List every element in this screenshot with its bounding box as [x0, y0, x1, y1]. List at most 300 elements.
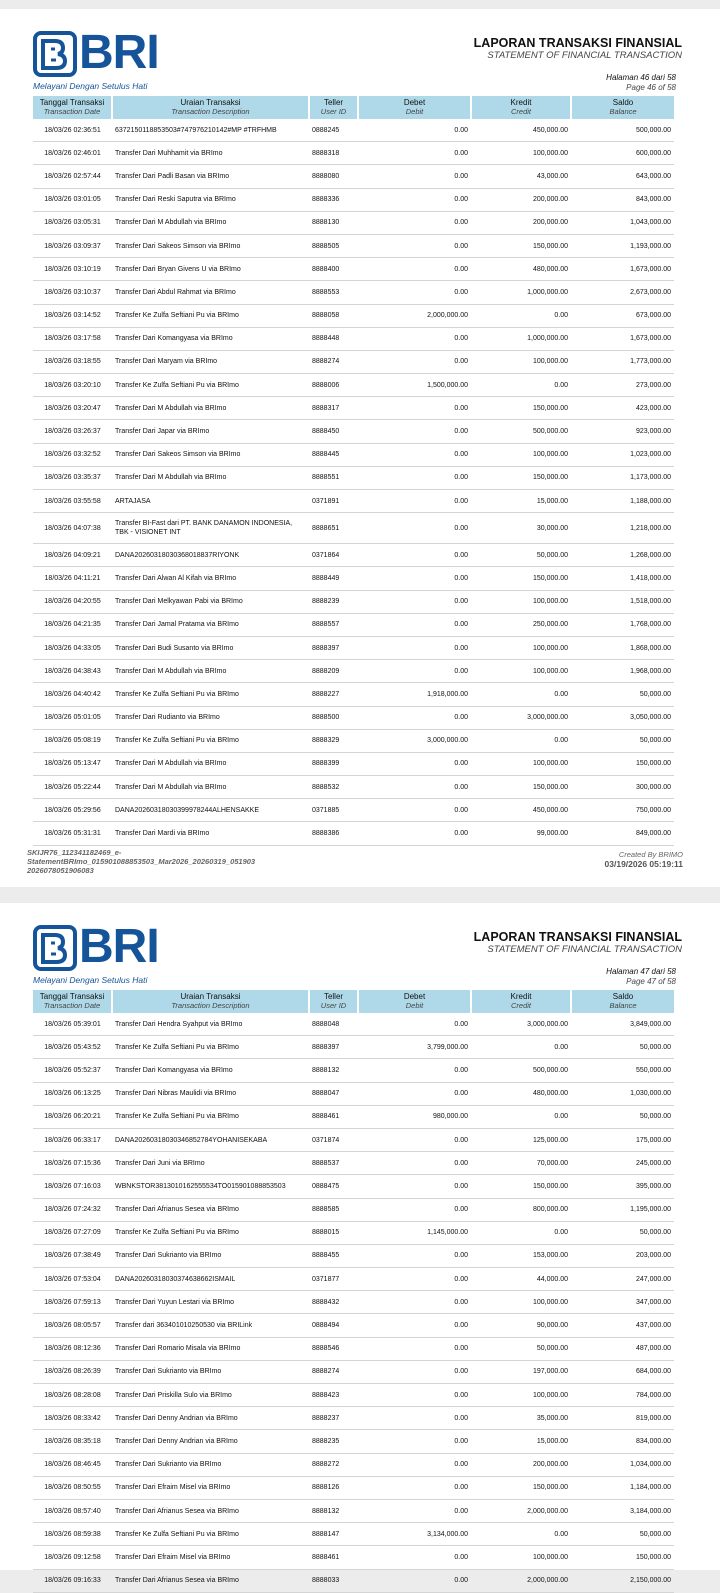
table-header-row [33, 96, 674, 119]
row-description: Transfer Dari Denny Andrian via BRImo [112, 1407, 309, 1430]
row-credit: 2,000,000.00 [471, 1499, 571, 1522]
row-balance: 1,768,000.00 [571, 613, 674, 636]
row-description: Transfer Dari Efraim Misel via BRImo [112, 1546, 309, 1569]
table-row [33, 1152, 674, 1175]
table-row [33, 1291, 674, 1314]
row-credit: 200,000.00 [471, 211, 571, 234]
table-row [33, 443, 674, 466]
row-date: 18/03/26 04:20:55 [33, 590, 112, 613]
row-balance: 175,000.00 [571, 1128, 674, 1151]
row-teller: 8888461 [309, 1546, 358, 1569]
row-date: 18/03/26 08:35:18 [33, 1430, 112, 1453]
bri-wordmark: BRI [79, 920, 159, 973]
row-debit: 1,145,000.00 [358, 1221, 471, 1244]
row-balance: 3,050,000.00 [571, 706, 674, 729]
row-credit: 30,000.00 [471, 513, 571, 544]
row-date: 18/03/26 03:20:47 [33, 397, 112, 420]
row-balance: 684,000.00 [571, 1360, 674, 1383]
row-balance: 150,000.00 [571, 752, 674, 775]
row-teller: 8888048 [309, 1013, 358, 1036]
row-description: Transfer Ke Zulfa Seftiani Pu via BRImo [112, 729, 309, 752]
table-row [33, 420, 674, 443]
table-row [33, 165, 674, 188]
row-description: Transfer Dari Sakeos Simson via BRImo [112, 234, 309, 257]
row-description: Transfer Dari Muhhamit via BRImo [112, 142, 309, 165]
row-teller: 8888500 [309, 706, 358, 729]
table-row [33, 1360, 674, 1383]
row-debit: 0.00 [358, 211, 471, 234]
row-description: Transfer Dari Jamal Pratama via BRImo [112, 613, 309, 636]
report-title: LAPORAN TRANSAKSI FINANSIAL [473, 930, 682, 944]
row-debit: 0.00 [358, 1360, 471, 1383]
row-balance: 150,000.00 [571, 1546, 674, 1569]
row-teller: 8888147 [309, 1523, 358, 1546]
row-description: Transfer Dari Yuyun Lestari via BRImo [112, 1291, 309, 1314]
row-debit: 0.00 [358, 258, 471, 281]
row-balance: 600,000.00 [571, 142, 674, 165]
row-date: 18/03/26 05:31:31 [33, 822, 112, 845]
row-date: 18/03/26 03:10:19 [33, 258, 112, 281]
bri-logo [33, 26, 159, 79]
row-date: 18/03/26 04:09:21 [33, 544, 112, 567]
table-row [33, 799, 674, 822]
row-balance: 3,849,000.00 [571, 1013, 674, 1036]
row-credit: 100,000.00 [471, 142, 571, 165]
page-number-en: Page 47 of 58 [626, 977, 676, 986]
row-debit: 0.00 [358, 142, 471, 165]
row-balance: 1,773,000.00 [571, 350, 674, 373]
row-teller: 8888239 [309, 590, 358, 613]
row-description: Transfer Dari Juni via BRImo [112, 1152, 309, 1175]
row-description: Transfer Dari Denny Andrian via BRImo [112, 1430, 309, 1453]
row-date: 18/03/26 09:16:33 [33, 1569, 112, 1592]
table-row [33, 1268, 674, 1291]
row-credit: 0.00 [471, 304, 571, 327]
row-debit: 0.00 [358, 119, 471, 142]
row-teller: 0371885 [309, 799, 358, 822]
row-teller: 8888557 [309, 613, 358, 636]
row-description: Transfer Ke Zulfa Seftiani Pu via BRImo [112, 1105, 309, 1128]
row-credit: 200,000.00 [471, 188, 571, 211]
row-date: 18/03/26 03:18:55 [33, 350, 112, 373]
row-teller: 8888080 [309, 165, 358, 188]
row-debit: 0.00 [358, 1059, 471, 1082]
table-row [33, 1499, 674, 1522]
row-balance: 273,000.00 [571, 374, 674, 397]
row-balance: 1,193,000.00 [571, 234, 674, 257]
row-date: 18/03/26 03:05:31 [33, 211, 112, 234]
row-description: Transfer Dari Melkyawan Pabi via BRImo [112, 590, 309, 613]
col-header-date: Tanggal Transaksi Transaction Date [33, 990, 112, 1013]
page-number-en: Page 46 of 58 [626, 83, 676, 92]
row-teller: 8888397 [309, 1036, 358, 1059]
col-header-balance: Saldo Balance [571, 990, 674, 1013]
row-teller: 8888445 [309, 443, 358, 466]
row-teller: 8888449 [309, 567, 358, 590]
row-balance: 50,000.00 [571, 1036, 674, 1059]
row-credit: 153,000.00 [471, 1244, 571, 1267]
row-description: Transfer Dari Sukrianto via BRImo [112, 1360, 309, 1383]
row-balance: 2,673,000.00 [571, 281, 674, 304]
row-debit: 0.00 [358, 1499, 471, 1522]
row-description: Transfer Dari Budi Susanto via BRImo [112, 636, 309, 659]
row-teller: 0371864 [309, 544, 358, 567]
row-date: 18/03/26 04:21:35 [33, 613, 112, 636]
table-row [33, 1384, 674, 1407]
row-credit: 70,000.00 [471, 1152, 571, 1175]
row-date: 18/03/26 08:28:08 [33, 1384, 112, 1407]
row-balance: 1,418,000.00 [571, 567, 674, 590]
row-description: Transfer Dari Afrianus Sesea via BRImo [112, 1198, 309, 1221]
row-teller: 8888132 [309, 1059, 358, 1082]
table-row [33, 234, 674, 257]
row-debit: 0.00 [358, 1082, 471, 1105]
row-credit: 100,000.00 [471, 350, 571, 373]
row-debit: 0.00 [358, 544, 471, 567]
table-header-row [33, 990, 674, 1013]
row-debit: 0.00 [358, 1291, 471, 1314]
row-teller: 8888537 [309, 1152, 358, 1175]
row-description: 6372150118853503#747976210142#MP #TRFHMB [112, 119, 309, 142]
row-credit: 100,000.00 [471, 1384, 571, 1407]
row-description: Transfer BI-Fast dari PT. BANK DANAMON INDONESIA, TBK - VISIONET INT [112, 513, 309, 544]
row-description: Transfer Ke Zulfa Seftiani Pu via BRImo [112, 304, 309, 327]
row-date: 18/03/26 03:01:05 [33, 188, 112, 211]
row-teller: 8888546 [309, 1337, 358, 1360]
row-balance: 247,000.00 [571, 1268, 674, 1291]
row-debit: 0.00 [358, 706, 471, 729]
row-credit: 100,000.00 [471, 636, 571, 659]
row-teller: 8888274 [309, 350, 358, 373]
row-description: Transfer Dari Rudianto via BRImo [112, 706, 309, 729]
row-debit: 0.00 [358, 1453, 471, 1476]
row-description: Transfer Dari M Abdullah via BRImo [112, 752, 309, 775]
table-row [33, 1013, 674, 1036]
row-description: Transfer Dari Efraim Misel via BRImo [112, 1476, 309, 1499]
row-description: Transfer Ke Zulfa Seftiani Pu via BRImo [112, 374, 309, 397]
row-debit: 0.00 [358, 1430, 471, 1453]
row-balance: 750,000.00 [571, 799, 674, 822]
table-row [33, 1244, 674, 1267]
row-debit: 0.00 [358, 1198, 471, 1221]
row-balance: 849,000.00 [571, 822, 674, 845]
table-row [33, 466, 674, 489]
col-header-balance: Saldo Balance [571, 96, 674, 119]
row-teller: 8888235 [309, 1430, 358, 1453]
row-date: 18/03/26 07:38:49 [33, 1244, 112, 1267]
row-teller: 0371891 [309, 490, 358, 513]
row-credit: 150,000.00 [471, 1476, 571, 1499]
row-debit: 0.00 [358, 1384, 471, 1407]
row-description: WBNKSTOR3813010162555534TO015901088853503 [112, 1175, 309, 1198]
table-row [33, 544, 674, 567]
row-teller: 8888505 [309, 234, 358, 257]
col-header-teller: Teller User ID [309, 96, 358, 119]
created-by-label: Created By BRIMO [618, 850, 683, 859]
row-debit: 0.00 [358, 776, 471, 799]
row-credit: 150,000.00 [471, 776, 571, 799]
row-debit: 0.00 [358, 1569, 471, 1592]
row-date: 18/03/26 03:17:58 [33, 327, 112, 350]
row-description: Transfer Dari Sukrianto via BRImo [112, 1453, 309, 1476]
row-date: 18/03/26 07:27:09 [33, 1221, 112, 1244]
row-credit: 15,000.00 [471, 1430, 571, 1453]
row-balance: 843,000.00 [571, 188, 674, 211]
row-teller: 8888400 [309, 258, 358, 281]
row-teller: 8888450 [309, 420, 358, 443]
row-debit: 0.00 [358, 188, 471, 211]
table-row [33, 374, 674, 397]
table-row [33, 613, 674, 636]
row-balance: 1,188,000.00 [571, 490, 674, 513]
row-teller: 8888386 [309, 822, 358, 845]
row-teller: 0888475 [309, 1175, 358, 1198]
row-credit: 43,000.00 [471, 165, 571, 188]
row-description: Transfer Dari Mardi via BRImo [112, 822, 309, 845]
table-row [33, 1430, 674, 1453]
table-row [33, 1407, 674, 1430]
row-teller: 8888455 [309, 1244, 358, 1267]
col-header-description: Uraian Transaksi Transaction Description [112, 990, 309, 1013]
row-date: 18/03/26 03:32:52 [33, 443, 112, 466]
row-balance: 834,000.00 [571, 1430, 674, 1453]
row-credit: 250,000.00 [471, 613, 571, 636]
col-header-credit: Kredit Credit [471, 96, 571, 119]
row-date: 18/03/26 06:20:21 [33, 1105, 112, 1128]
table-row [33, 1546, 674, 1569]
row-credit: 150,000.00 [471, 397, 571, 420]
table-row [33, 327, 674, 350]
row-description: Transfer Dari Romario Misala via BRImo [112, 1337, 309, 1360]
row-debit: 0.00 [358, 1407, 471, 1430]
row-description: Transfer Dari Afrianus Sesea via BRImo [112, 1499, 309, 1522]
row-date: 18/03/26 04:40:42 [33, 683, 112, 706]
row-debit: 0.00 [358, 350, 471, 373]
row-balance: 50,000.00 [571, 1105, 674, 1128]
row-debit: 1,918,000.00 [358, 683, 471, 706]
row-balance: 819,000.00 [571, 1407, 674, 1430]
row-credit: 3,000,000.00 [471, 1013, 571, 1036]
row-teller: 8888329 [309, 729, 358, 752]
row-date: 18/03/26 08:12:36 [33, 1337, 112, 1360]
statement-reference: SKIJR76_112341182469_e-StatementBRImo_015901088853503_Mar2026_20260319_051903 2026078051906083 [27, 848, 256, 875]
brand-tagline: Melayani Dengan Setulus Hati [33, 975, 148, 985]
row-balance: 203,000.00 [571, 1244, 674, 1267]
row-description: Transfer Dari Sukrianto via BRImo [112, 1244, 309, 1267]
row-credit: 50,000.00 [471, 1337, 571, 1360]
row-teller: 8888227 [309, 683, 358, 706]
row-debit: 0.00 [358, 822, 471, 845]
row-debit: 0.00 [358, 1546, 471, 1569]
row-teller: 8888274 [309, 1360, 358, 1383]
row-date: 18/03/26 02:46:01 [33, 142, 112, 165]
row-credit: 2,000,000.00 [471, 1569, 571, 1592]
report-subtitle: STATEMENT OF FINANCIAL TRANSACTION [487, 944, 682, 955]
row-teller: 8888532 [309, 776, 358, 799]
row-credit: 0.00 [471, 1105, 571, 1128]
created-timestamp: 03/19/2026 05:19:11 [604, 859, 683, 869]
table-row [33, 119, 674, 142]
row-debit: 0.00 [358, 327, 471, 350]
row-date: 18/03/26 03:10:37 [33, 281, 112, 304]
row-balance: 1,043,000.00 [571, 211, 674, 234]
row-credit: 44,000.00 [471, 1268, 571, 1291]
transaction-table [33, 990, 674, 1593]
row-balance: 3,184,000.00 [571, 1499, 674, 1522]
row-date: 18/03/26 08:50:55 [33, 1476, 112, 1499]
bri-logo-mark-icon [33, 925, 77, 971]
row-description: Transfer Dari Hendra Syahput via BRImo [112, 1013, 309, 1036]
row-balance: 1,868,000.00 [571, 636, 674, 659]
row-balance: 550,000.00 [571, 1059, 674, 1082]
row-credit: 100,000.00 [471, 1546, 571, 1569]
row-debit: 0.00 [358, 1268, 471, 1291]
row-balance: 1,518,000.00 [571, 590, 674, 613]
row-credit: 100,000.00 [471, 752, 571, 775]
row-credit: 3,000,000.00 [471, 706, 571, 729]
table-row [33, 211, 674, 234]
row-credit: 500,000.00 [471, 420, 571, 443]
row-description: Transfer Dari M Abdullah via BRImo [112, 776, 309, 799]
brand-tagline: Melayani Dengan Setulus Hati [33, 81, 148, 91]
row-debit: 3,134,000.00 [358, 1523, 471, 1546]
report-title: LAPORAN TRANSAKSI FINANSIAL [473, 36, 682, 50]
row-balance: 50,000.00 [571, 683, 674, 706]
row-date: 18/03/26 05:29:56 [33, 799, 112, 822]
table-row [33, 752, 674, 775]
table-row [33, 1337, 674, 1360]
row-debit: 0.00 [358, 590, 471, 613]
row-description: Transfer Dari Nibras Maulidi via BRImo [112, 1082, 309, 1105]
row-description: Transfer Dari Reski Saputra via BRImo [112, 188, 309, 211]
row-credit: 99,000.00 [471, 822, 571, 845]
row-credit: 0.00 [471, 1221, 571, 1244]
row-date: 18/03/26 05:22:44 [33, 776, 112, 799]
row-description: DANA20260318030374638662ISMAIL [112, 1268, 309, 1291]
row-balance: 1,195,000.00 [571, 1198, 674, 1221]
bri-logo-mark-icon [33, 31, 77, 77]
row-credit: 0.00 [471, 683, 571, 706]
row-debit: 0.00 [358, 513, 471, 544]
row-debit: 2,000,000.00 [358, 304, 471, 327]
row-description: DANA20260318030346852784YOHANISEKABA [112, 1128, 309, 1151]
table-row [33, 822, 674, 845]
col-header-credit: Kredit Credit [471, 990, 571, 1013]
row-debit: 0.00 [358, 1244, 471, 1267]
row-teller: 8888058 [309, 304, 358, 327]
row-teller: 8888461 [309, 1105, 358, 1128]
row-teller: 8888399 [309, 752, 358, 775]
row-teller: 0888245 [309, 119, 358, 142]
row-credit: 450,000.00 [471, 119, 571, 142]
row-credit: 500,000.00 [471, 1059, 571, 1082]
table-row [33, 304, 674, 327]
statement-page-47 [0, 903, 720, 1585]
row-credit: 35,000.00 [471, 1407, 571, 1430]
row-teller: 8888317 [309, 397, 358, 420]
row-teller: 8888448 [309, 327, 358, 350]
row-debit: 3,000,000.00 [358, 729, 471, 752]
row-credit: 1,000,000.00 [471, 327, 571, 350]
bri-logo [33, 920, 159, 973]
row-debit: 980,000.00 [358, 1105, 471, 1128]
row-debit: 0.00 [358, 490, 471, 513]
col-header-debit: Debet Debit [358, 990, 471, 1013]
row-balance: 423,000.00 [571, 397, 674, 420]
table-row [33, 142, 674, 165]
row-date: 18/03/26 03:26:37 [33, 420, 112, 443]
row-credit: 0.00 [471, 374, 571, 397]
row-description: Transfer Dari Bryan Givens U via BRImo [112, 258, 309, 281]
row-teller: 0888494 [309, 1314, 358, 1337]
row-teller: 0371877 [309, 1268, 358, 1291]
row-debit: 0.00 [358, 1128, 471, 1151]
row-teller: 8888033 [309, 1569, 358, 1592]
row-date: 18/03/26 08:59:38 [33, 1523, 112, 1546]
row-debit: 0.00 [358, 613, 471, 636]
row-balance: 643,000.00 [571, 165, 674, 188]
row-description: DANA20260318030368018837RIYONK [112, 544, 309, 567]
row-date: 18/03/26 07:16:03 [33, 1175, 112, 1198]
row-debit: 0.00 [358, 234, 471, 257]
row-teller: 8888006 [309, 374, 358, 397]
report-subtitle: STATEMENT OF FINANCIAL TRANSACTION [487, 50, 682, 61]
row-description: Transfer Dari Sakeos Simson via BRImo [112, 443, 309, 466]
table-row [33, 1314, 674, 1337]
row-teller: 8888423 [309, 1384, 358, 1407]
row-teller: 8888585 [309, 1198, 358, 1221]
row-credit: 100,000.00 [471, 660, 571, 683]
row-debit: 0.00 [358, 1152, 471, 1175]
table-row [33, 729, 674, 752]
row-date: 18/03/26 05:13:47 [33, 752, 112, 775]
row-description: Transfer Dari Maryam via BRImo [112, 350, 309, 373]
row-credit: 0.00 [471, 1036, 571, 1059]
row-date: 18/03/26 05:01:05 [33, 706, 112, 729]
row-date: 18/03/26 06:13:25 [33, 1082, 112, 1105]
row-description: Transfer Ke Zulfa Seftiani Pu via BRImo [112, 1036, 309, 1059]
row-balance: 1,034,000.00 [571, 1453, 674, 1476]
table-row [33, 1523, 674, 1546]
row-date: 18/03/26 02:57:44 [33, 165, 112, 188]
row-teller: 8888651 [309, 513, 358, 544]
row-debit: 0.00 [358, 1337, 471, 1360]
row-credit: 480,000.00 [471, 258, 571, 281]
table-row [33, 590, 674, 613]
row-credit: 150,000.00 [471, 234, 571, 257]
row-debit: 0.00 [358, 466, 471, 489]
row-description: Transfer Dari M Abdullah via BRImo [112, 466, 309, 489]
row-debit: 0.00 [358, 420, 471, 443]
row-date: 18/03/26 06:33:17 [33, 1128, 112, 1151]
row-credit: 100,000.00 [471, 443, 571, 466]
row-credit: 0.00 [471, 729, 571, 752]
row-balance: 673,000.00 [571, 304, 674, 327]
row-description: Transfer Ke Zulfa Seftiani Pu via BRImo [112, 683, 309, 706]
row-credit: 480,000.00 [471, 1082, 571, 1105]
row-balance: 50,000.00 [571, 1221, 674, 1244]
table-row [33, 258, 674, 281]
transaction-rows [33, 119, 674, 845]
row-date: 18/03/26 07:15:36 [33, 1152, 112, 1175]
transaction-table [33, 96, 674, 846]
row-balance: 1,673,000.00 [571, 327, 674, 350]
row-teller: 8888126 [309, 1476, 358, 1499]
row-teller: 8888015 [309, 1221, 358, 1244]
row-balance: 245,000.00 [571, 1152, 674, 1175]
row-balance: 1,673,000.00 [571, 258, 674, 281]
table-row [33, 1476, 674, 1499]
